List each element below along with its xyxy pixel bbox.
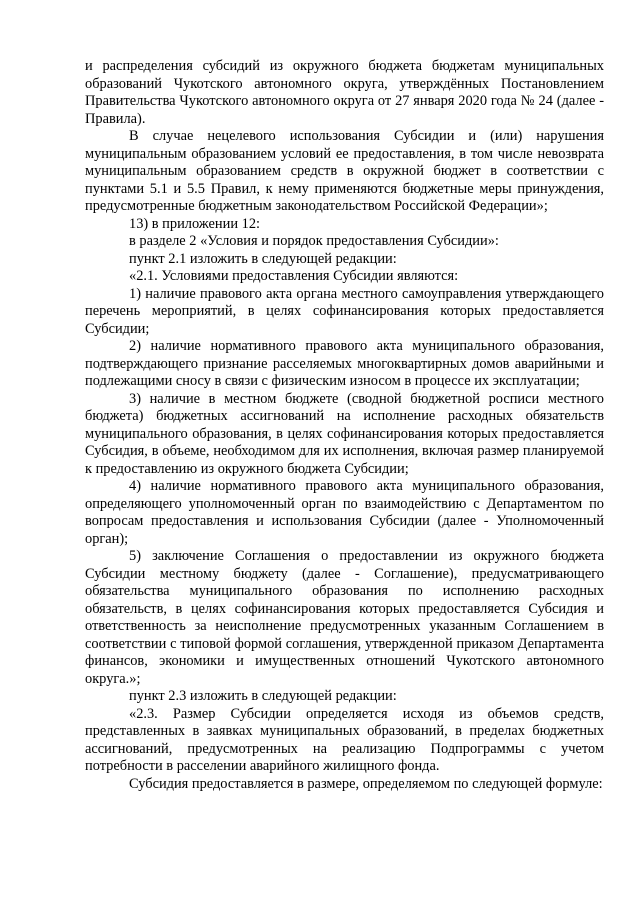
document-page — [85, 58, 604, 793]
paragraph-misuse-measures: В случае нецелевого использования Субсидии и (или) нарушения муниципальным образованием условий ее предоставления, в том числе невозврата муниципальным образованием средств в окружной бюджет в соответствии с пунктами 5.1 и 5.5 Правил, к нему применяются бюджетные меры принуждения, предусмотренные бюджетным законодательством Российской Федерации»; — [85, 128, 604, 214]
paragraph-condition-3: 3) наличие в местном бюджете (сводной бюджетной росписи местного бюджета) бюджетных ассигнований на исполнение расходных обязательств муниципального образования, в целях софинансирования которых предоставляется Субсидия, в объеме, необходимом для их исполнения, включая размер планируемой к предоставлению из окружного бюджета Субсидии; — [85, 390, 604, 477]
paragraph-condition-1: 1) наличие правового акта органа местного самоуправления утверждающего перечень мероприятий, в целях софинансирования которых предоставляется Субсидии; — [85, 285, 604, 337]
paragraph-rules-reference: и распределения субсидий из окружного бюджета бюджетам муниципальных образований Чукотского автономного округа, утверждённых Постановлением Правительства Чукотского автономного округа от 27 января 2020 года № 24 (далее - Правила). — [85, 58, 604, 127]
paragraph-point-2-1-heading: «2.1. Условиями предоставления Субсидии являются: — [129, 268, 459, 284]
paragraph-condition-5: 5) заключение Соглашения о предоставлении из окружного бюджета Субсидии местному бюджету (далее - Соглашение), предусматривающего обязательства муниципального образования по исполнению расходных обязательств, в целях софинансирования которых предоставляется Субсидия и ответственность за неисполнение предусмотренных указанным Соглашением в соответствии с типовой формой соглашения, утвержденной приказом Департамента финансов, экономики и имущественных отношений Чукотского автономного округа.»; — [85, 548, 604, 687]
paragraph-point-2-1-intro: пункт 2.1 изложить в следующей редакции: — [129, 250, 397, 267]
paragraph-condition-4: 4) наличие нормативного правового акта муниципального образования, определяющего уполномоченный орган по взаимодействию с Департаментом по вопросам предоставления и использования Субсидии (далее - Уполномоченный орган); — [85, 478, 604, 547]
paragraph-condition-2: 2) наличие нормативного правового акта муниципального образования, подтверждающего признание расселяемых многоквартирных домов аварийными и подлежащими сносу в связи с физическим износом в процессе их эксплуатации; — [85, 338, 604, 389]
paragraph-formula-intro: Субсидия предоставляется в размере, определяемом по следующей формуле: — [129, 775, 603, 792]
paragraph-item-13: 13) в приложении 12: — [129, 215, 261, 232]
paragraph-point-2-3-intro: пункт 2.3 изложить в следующей редакции: — [129, 688, 397, 704]
paragraph-section-2: в разделе 2 «Условия и порядок предоставления Субсидии»: — [129, 233, 499, 249]
paragraph-point-2-3: «2.3. Размер Субсидии определяется исходя из объемов средств, представленных в заявках муниципальных образований, в пределах бюджетных ассигнований, предусмотренных на реализацию Подпрограммы с учетом потребности в расселении аварийного жилищного фонда. — [85, 705, 604, 774]
